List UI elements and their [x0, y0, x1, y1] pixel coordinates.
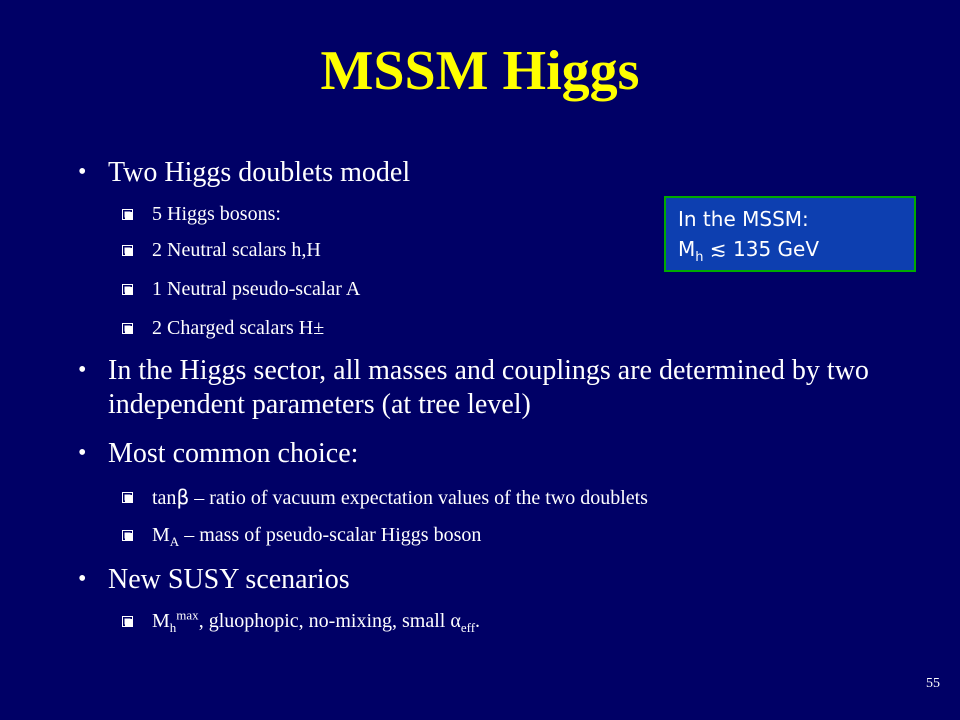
sub-bullet-text: 5 Higgs bosons:: [152, 203, 281, 225]
square-bullet-icon: [122, 209, 133, 220]
bullet-text: Two Higgs doublets model: [108, 157, 411, 188]
sub-bullet-text-pre: M: [152, 524, 170, 546]
sub-bullet-charged-scalars: [152, 315, 324, 341]
bullet-susy-scenarios: [78, 563, 868, 597]
sub-bullet-text-pre: M: [152, 610, 170, 632]
sub-bullet-ma: [152, 522, 481, 548]
sub-bullet-pseudo-scalar: [152, 276, 360, 302]
slide-title: MSSM Higgs: [320, 40, 640, 102]
sub-bullet-higgs-bosons: [152, 201, 281, 227]
sub-bullet-text: 2 Neutral scalars h,H: [152, 239, 321, 261]
sub-bullet-tanbeta: [152, 484, 648, 511]
bullet-two-higgs-doublets: [78, 156, 868, 190]
square-bullet-icon: [122, 284, 133, 295]
sub-bullet-text-pre: tan: [152, 487, 177, 509]
bullet-text: Most common choice:: [108, 438, 359, 469]
square-bullet-icon: [122, 245, 133, 256]
subscript: A: [169, 534, 180, 549]
sub-bullet-text-tail: .: [475, 610, 481, 632]
bullet-icon: •: [78, 566, 87, 592]
callout-line-1: In the MSSM:: [678, 207, 809, 231]
subscript: h: [169, 620, 177, 635]
bullet-common-choice: [78, 437, 868, 471]
greek-beta: β: [176, 485, 190, 509]
superscript: max: [176, 607, 199, 623]
bullet-text: New SUSY scenarios: [108, 564, 350, 595]
callout-subscript: h: [695, 250, 704, 265]
sub-bullet-scenarios: [152, 608, 480, 634]
square-bullet-icon: [122, 530, 133, 541]
greek-alpha: α: [450, 610, 461, 632]
callout-mass-value: ≲ 135 GeV: [703, 237, 820, 261]
mssm-mass-callout: [664, 196, 916, 272]
sub-bullet-text-post: – mass of pseudo-scalar Higgs boson: [179, 524, 482, 546]
bullet-icon: •: [78, 357, 87, 383]
sub-bullet-text-post: – ratio of vacuum expectation values of the two doublets: [189, 487, 648, 509]
bullet-icon: •: [78, 440, 87, 466]
sub-bullet-text: 1 Neutral pseudo-scalar A: [152, 278, 361, 300]
bullet-higgs-sector: [78, 354, 878, 422]
subscript: eff: [460, 620, 476, 635]
bullet-text: In the Higgs sector, all masses and couplings are determined by two independent parameters (at tree level): [108, 355, 869, 420]
bullet-icon: •: [78, 159, 87, 185]
square-bullet-icon: [122, 616, 133, 627]
square-bullet-icon: [122, 492, 133, 503]
callout-mass-symbol: M: [678, 237, 696, 261]
sub-bullet-text: 2 Charged scalars H±: [152, 317, 325, 339]
sub-bullet-text-post: , gluophopic, no-mixing, small: [198, 610, 451, 632]
sub-bullet-neutral-scalars: [152, 237, 321, 263]
page-number: 55: [926, 676, 940, 691]
square-bullet-icon: [122, 323, 133, 334]
callout-line-2: [678, 234, 902, 264]
